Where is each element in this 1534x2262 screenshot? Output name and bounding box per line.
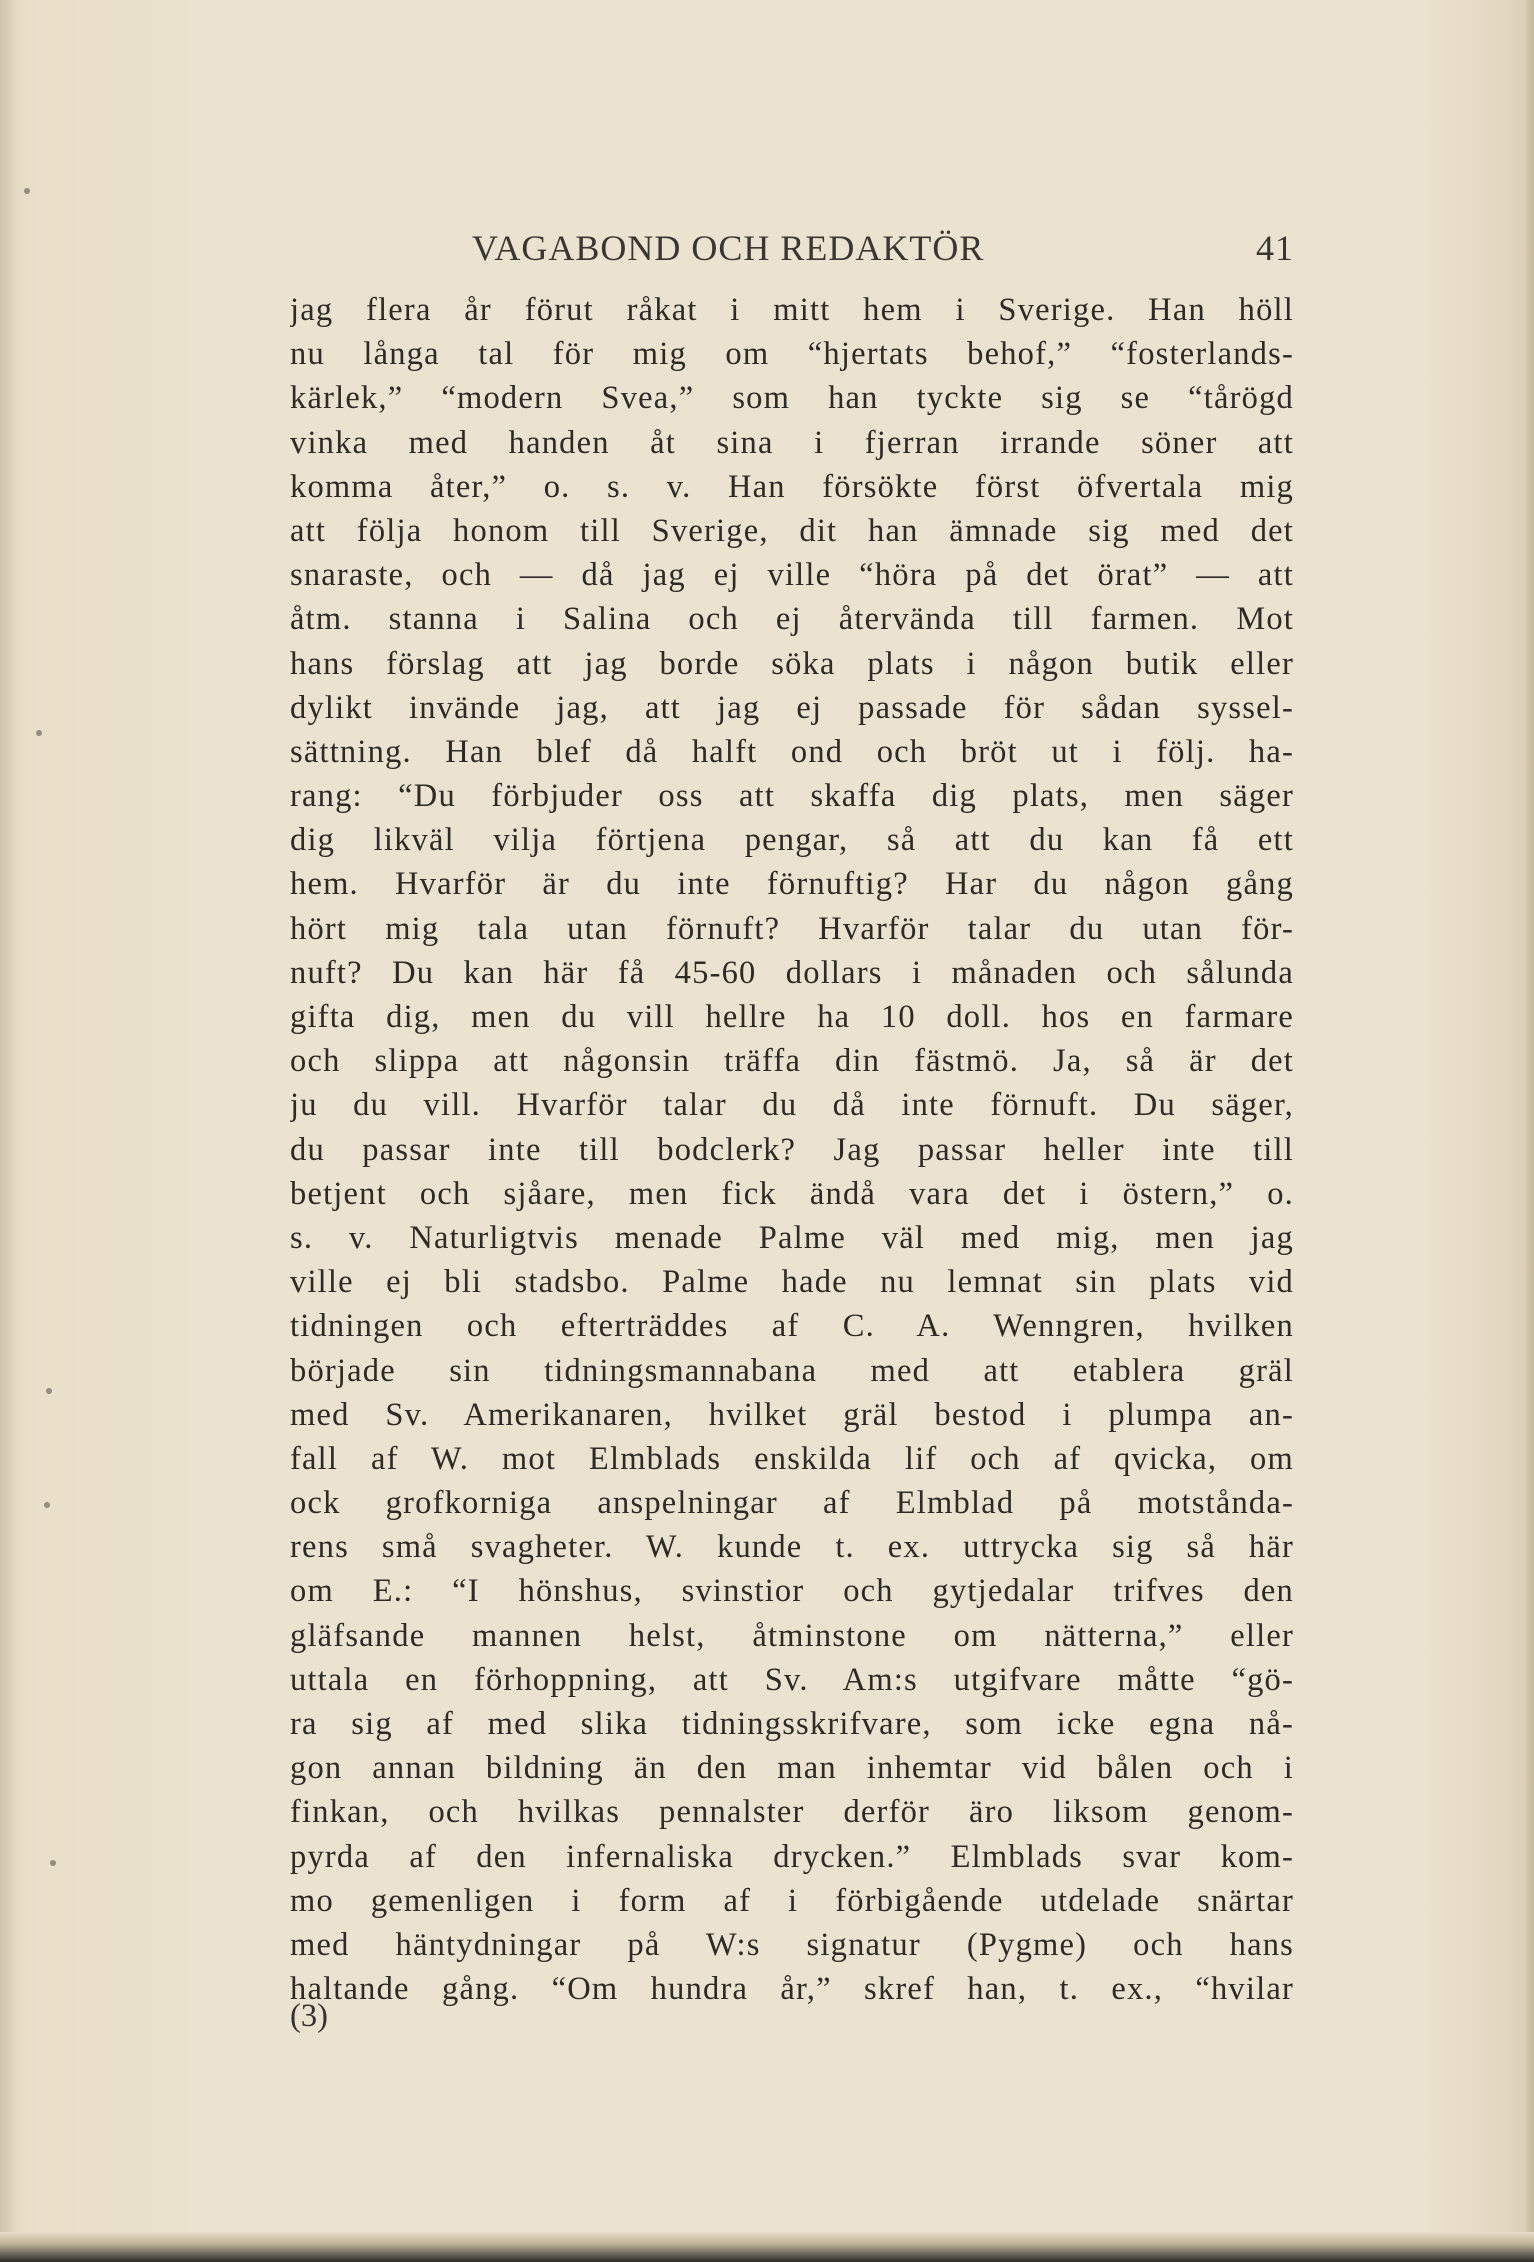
text-line: gläfsande mannen helst, åtminstone om nätterna,” eller [290,1617,1294,1654]
text-line: betjent och sjåare, men fick ändå vara det i östern,” o. [290,1175,1294,1212]
text-line: du passar inte till bodclerk? Jag passar heller inte till [290,1131,1294,1168]
paper-speck [46,1388,52,1394]
text-line: med häntydningar på W:s signatur (Pygme) och hans [290,1926,1294,1963]
text-line: ra sig af med slika tidningsskrifvare, som icke egna nå- [290,1706,1294,1742]
text-line: ville ej bli stadsbo. Palme hade nu lemnat sin plats vid [290,1264,1294,1301]
page-right-edge [1526,0,1534,2262]
paper-speck [50,1860,56,1866]
text-line: gon annan bildning än den man inhemtar vid bålen och i [290,1750,1294,1787]
paper-speck [36,730,42,736]
text-line: finkan, och hvilkas pennalster derför äro liksom genom- [290,1794,1294,1831]
text-line: fall af W. mot Elmblads enskilda lif och af qvicka, om [290,1440,1294,1477]
text-line: hört mig tala utan förnuft? Hvarför talar du utan för- [290,910,1294,947]
text-line: s. v. Naturligtvis menade Palme väl med mig, men jag [290,1219,1294,1256]
text-line: haltande gång. “Om hundra år,” skref han, t. ex., “hvilar [290,1971,1294,2008]
text-line: att följa honom till Sverige, dit han ämnade sig med det [290,512,1294,549]
page-gutter-shadow [0,0,18,2262]
text-line: sättning. Han blef då halft ond och bröt ut i följ. ha- [290,733,1294,770]
text-line: dylikt invände jag, att jag ej passade för sådan syssel- [290,689,1294,726]
text-line: gifta dig, men du vill hellre ha 10 doll. hos en farmare [290,999,1294,1035]
text-line: snaraste, och — då jag ej ville “höra på det örat” — att [290,557,1294,594]
text-line: rang: “Du förbjuder oss att skaffa dig plats, men säger [290,778,1294,815]
text-line: åtm. stanna i Salina och ej återvända till farmen. Mot [290,601,1294,638]
text-line: hans förslag att jag borde söka plats i någon butik eller [290,645,1294,682]
text-line: ock grofkorniga anspelningar af Elmblad på motstånda- [290,1485,1294,1522]
paper-speck [24,188,30,194]
page-bottom-edge [0,2232,1534,2262]
text-line: kärlek,” “modern Svea,” som han tyckte sig se “tårögd [290,380,1294,417]
text-line: mo gemenligen i form af i förbigående utdelade snärtar [290,1882,1294,1919]
text-line: tidningen och efterträddes af C. A. Wenngren, hvilken [290,1308,1294,1345]
text-line: om E.: “I hönshus, svinstior och gytjedalar trifves den [290,1573,1294,1610]
running-head-title: VAGABOND OCH REDAKTÖR [472,228,985,268]
page-number: 41 [1256,228,1294,268]
text-line: och slippa att någonsin träffa din fästmö. Ja, så är det [290,1043,1294,1080]
paper-speck [44,1502,50,1508]
text-line: började sin tidningsmannabana med att etablera gräl [290,1352,1294,1389]
text-line: vinka med handen åt sina i fjerran irrande söner att [290,424,1294,461]
body-text [290,288,1294,2011]
text-line: nuft? Du kan här få 45-60 dollars i månaden och sålunda [290,954,1294,991]
text-line: dig likväl vilja förtjena pengar, så att du kan få ett [290,822,1294,859]
text-line: jag flera år förut råkat i mitt hem i Sverige. Han höll [290,292,1294,328]
text-line: ju du vill. Hvarför talar du då inte förnuft. Du säger, [290,1087,1294,1124]
text-line: hem. Hvarför är du inte förnuftig? Har du någon gång [290,866,1294,903]
text-line: nu långa tal för mig om “hjertats behof,” “fosterlands- [290,336,1294,373]
text-line: komma åter,” o. s. v. Han försökte först öfvertala mig [290,468,1294,505]
text-line: uttala en förhoppning, att Sv. Am:s utgifvare måtte “gö- [290,1661,1294,1698]
text-line: rens små svagheter. W. kunde t. ex. uttrycka sig så här [290,1529,1294,1566]
signature-mark: (3) [290,1998,328,2034]
text-line: med Sv. Amerikanaren, hvilket gräl bestod i plumpa an- [290,1396,1294,1433]
text-line: pyrda af den infernaliska drycken.” Elmblads svar kom- [290,1838,1294,1875]
running-header [472,218,1294,278]
